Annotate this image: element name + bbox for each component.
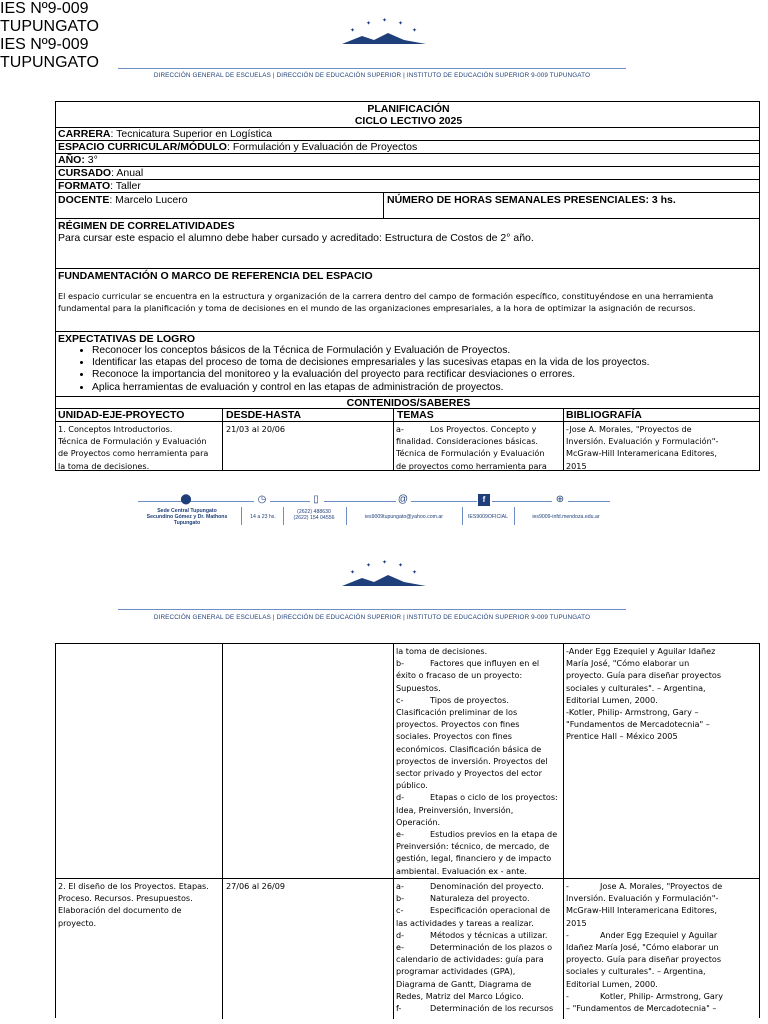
biblio-line: proyecto. Guía para diseñar proyectos <box>566 954 722 965</box>
biblio-line: Prentice Hall – México 2005 <box>566 731 678 742</box>
unidad-cell <box>58 423 220 472</box>
svg-text:✦: ✦ <box>382 18 388 24</box>
expectativa-item: • Identificar las etapas del proceso de toma de decisiones empresariales y las sucesivas etapas en la vida de los proyectos. <box>92 357 759 369</box>
expectativa-item: • Reconocer los conceptos básicos de la Técnica de Formulación y Evaluación de Proyectos. <box>92 345 759 357</box>
contact-footer <box>120 491 620 531</box>
biblio-line: -Jose A. Morales, "Proyectos de <box>566 424 692 434</box>
tema-text: Denominación del proyecto. <box>430 881 544 891</box>
tema-prefix: e- <box>396 829 404 840</box>
svg-text:✦: ✦ <box>412 28 418 34</box>
footer-separator <box>346 507 347 525</box>
header-divider <box>118 609 626 610</box>
tema-text: gestión, legal, financiero y de impacto <box>396 853 552 864</box>
espacio-label: ESPACIO CURRICULAR/MÓDULO <box>58 141 227 153</box>
phone-icon: ▯ <box>313 494 319 505</box>
tema-text: ambiental. Evaluación ex - ante. <box>396 865 527 876</box>
footer-web[interactable]: ies9009-infd.mendoza.edu.ar <box>532 514 600 520</box>
carrera-row <box>56 128 759 141</box>
biblio-line: 2015 <box>566 460 587 471</box>
footer-line <box>324 501 396 502</box>
biblio-line: -Kotler, Philip- Armstrong, Gary – <box>566 707 699 718</box>
formato-label: FORMATO <box>58 180 111 192</box>
svg-text:✦: ✦ <box>412 570 418 576</box>
tema-text: la toma de decisiones. <box>396 646 488 656</box>
formato-row <box>56 180 759 193</box>
biblio-line: Editorial Lumen, 2000. <box>566 978 658 989</box>
tema-text: programar actividades (GPA), <box>396 966 516 977</box>
tema-text: calendario de actividades: guía para <box>396 954 544 965</box>
regimen-label: RÉGIMEN DE CORRELATIVIDADES <box>58 220 235 232</box>
footer-sede <box>132 508 242 527</box>
footer-separator <box>514 507 515 525</box>
column-header-temas: TEMAS <box>397 409 434 421</box>
fundamentacion-text-1: El espacio curricular se encuentra en la estructura y organización de la carrera dentro del campo de formación específico, constituyéndose en una herramienta <box>58 291 714 301</box>
tema-text: Supuestos. <box>396 682 441 693</box>
footer-line <box>568 501 610 502</box>
tema-prefix: d- <box>396 929 405 940</box>
anio-row <box>56 154 759 167</box>
location-pin-icon: ⬤ <box>180 494 192 505</box>
fecha-cell <box>226 423 386 435</box>
biblio-prefix: - <box>566 929 569 940</box>
expectativas-label: EXPECTATIVAS DE LOGRO <box>58 333 196 345</box>
plan-title-row <box>56 102 759 128</box>
tema-text: Preinversión: técnico, de mercado, de <box>396 841 550 852</box>
temas-cell <box>396 645 562 877</box>
tema-text: finalidad. Consideraciones básicas. <box>396 436 538 447</box>
tema-text: de proyectos como herramienta para <box>396 460 547 471</box>
bibliografia-cell <box>566 423 758 472</box>
docente-value: : Marcelo Lucero <box>109 194 188 206</box>
footer-separator <box>283 507 284 525</box>
expectativa-item: • Reconoce la importancia del monitoreo y la evaluación del proyecto para rectificar desviaciones o errores. <box>92 369 759 381</box>
espacio-value: : Formulación y Evaluación de Proyectos <box>226 141 418 153</box>
tema-text: sector privado y Proyectos del ector <box>396 768 542 779</box>
header-banner: DIRECCIÓN GENERAL DE ESCUELAS | DIRECCIÓN DE EDUCACIÓN SUPERIOR | INSTITUTO DE EDUCACIÓN SUPERIOR 9-009 TUPUNGATO <box>153 614 591 621</box>
tema-text: las actividades y tareas a realizar. <box>396 917 534 928</box>
unidad-line: 1. Conceptos Introductorios. <box>58 424 173 434</box>
cursado-row <box>56 167 759 180</box>
col-divider-1 <box>222 409 223 471</box>
sede-line: Tupungato <box>173 520 201 527</box>
unidad-line: 2. El diseño de los Proyectos. Etapas. <box>58 881 209 891</box>
fundamentacion-row <box>56 269 759 332</box>
col-divider-3 <box>563 644 564 1019</box>
anio-label: AÑO: <box>58 154 85 166</box>
email-icon: @ <box>397 494 409 505</box>
tema-text: económicos. Clasificación básica de <box>396 743 542 754</box>
cursado-value: : Anual <box>111 167 144 179</box>
expectativas-row <box>56 332 759 396</box>
carrera-value: : Tecnicatura Superior en Logística <box>110 128 272 140</box>
mountain-logo-icon <box>342 32 426 44</box>
footer-line <box>270 501 310 502</box>
biblio-line: Editorial Lumen, 2000. <box>566 694 658 705</box>
fecha-cell <box>226 880 386 892</box>
biblio-line: proyecto. Guía para diseñar proyectos <box>566 670 722 681</box>
tema-text: Estudios previos en la etapa de <box>430 829 558 840</box>
footer-line <box>194 501 254 502</box>
tema-text: Clasificación preliminar de los <box>396 707 518 718</box>
tema-text: Técnica de Formulación y Evaluación <box>396 448 545 459</box>
biblio-line: McGraw-Hill Interamericana Editores, <box>566 448 717 459</box>
logo-ies-text: IES Nº9-009 <box>0 0 89 17</box>
fecha-value: 27/06 al 26/09 <box>226 881 286 891</box>
header-banner: DIRECCIÓN GENERAL DE ESCUELAS | DIRECCIÓN DE EDUCACIÓN SUPERIOR | INSTITUTO DE EDUCACIÓN SUPERIOR 9-009 TUPUNGATO <box>153 72 591 79</box>
contenidos-row <box>56 396 759 409</box>
column-header-fecha: DESDE-HASTA <box>226 409 302 421</box>
bibliografia-cell <box>566 645 758 743</box>
biblio-line: sociales y culturales". – Argentina, <box>566 966 706 977</box>
biblio-line: sociales y culturales". – Argentina, <box>566 682 706 693</box>
logo-title: TUPUNGATO <box>0 18 99 35</box>
footer-telefonos <box>285 509 343 521</box>
biblio-line: María José, "Cómo elaborar un <box>566 658 690 669</box>
unidad-line: Proceso. Recursos. Presupuestos. <box>58 893 193 904</box>
expectativa-item: • Aplica herramientas de evaluación y control en las etapas de administración de proyectos. <box>92 382 759 394</box>
biblio-prefix: - <box>566 881 569 891</box>
unidad-line: Elaboración del documento de <box>58 905 182 916</box>
contenidos-label: CONTENIDOS/SABERES <box>346 397 471 409</box>
svg-text:✦: ✦ <box>366 21 372 27</box>
biblio-line: Idañez María José, "Cómo elaborar un <box>566 942 719 953</box>
plan-title: PLANIFICACIÓN <box>367 103 450 115</box>
col-divider-3 <box>563 409 564 471</box>
tema-text: Determinación de los plazos o <box>430 942 553 953</box>
formato-value: : Taller <box>110 180 141 192</box>
cursado-label: CURSADO <box>58 167 112 179</box>
unidad-line: Técnica de Formulación y Evaluación <box>58 436 207 447</box>
footer-separator <box>241 507 242 525</box>
tema-prefix: d- <box>396 792 405 803</box>
footer-horario: 14 a 23 hs. <box>250 514 276 520</box>
biblio-line: Inversión. Evaluación y Formulación"- <box>566 893 719 904</box>
logo-title: TUPUNGATO <box>0 54 99 71</box>
biblio-line: McGraw-Hill Interamericana Editores, <box>566 905 717 916</box>
footer-facebook[interactable]: IES9009OFICIAL <box>467 514 509 520</box>
row-divider <box>56 878 759 879</box>
col-divider-2 <box>393 644 394 1019</box>
carrera-label: CARRERA <box>58 128 111 140</box>
svg-text:✦: ✦ <box>350 570 356 576</box>
column-header-unidad: UNIDAD-EJE-PROYECTO <box>58 409 185 421</box>
facebook-icon: f <box>478 494 490 506</box>
bibliografia-cell <box>566 880 758 1014</box>
biblio-line: Inversión. Evaluación y Formulación"- <box>566 436 719 447</box>
expectativas-list <box>58 345 759 394</box>
column-header-bibliografia: BIBLIOGRAFÍA <box>566 409 642 421</box>
anio-value: 3° <box>84 154 98 166</box>
biblio-line: Kotler, Philip- Armstrong, Gary <box>600 990 723 1001</box>
tema-text: Redes, Matriz del Marco Lógico. <box>396 990 524 1001</box>
tema-text: Etapas o ciclo de los proyectos: <box>430 792 558 803</box>
logo-ies-text: IES Nº9-009 <box>0 36 89 53</box>
columns-header-row <box>56 409 759 422</box>
tema-text: proyectos de inversión. Proyectos del <box>396 755 548 766</box>
tema-prefix: c- <box>396 905 404 916</box>
biblio-prefix: - <box>566 990 569 1001</box>
fundamentacion-text-2: fundamental para la planificación y toma de decisiones en el mundo de las organizaciones empresariales, a la hora de optimizar la asignación de recursos. <box>58 303 696 313</box>
plan-subtitle: CICLO LECTIVO 2025 <box>354 115 463 127</box>
header-logo <box>0 0 768 36</box>
biblio-line: 2015 <box>566 917 587 928</box>
biblio-line: – "Fundamentos de Mercadotecnia" – <box>566 1003 717 1014</box>
tema-text: proyectos. Proyectos con fines <box>396 719 520 730</box>
unidad-cell <box>58 880 220 929</box>
biblio-line: -Ander Egg Ezequiel y Aguilar Idañez <box>566 646 716 656</box>
col-divider-2 <box>393 409 394 471</box>
footer-line <box>492 501 552 502</box>
col-divider-1 <box>222 644 223 1019</box>
svg-text:✦: ✦ <box>398 563 404 569</box>
sede-line: Sede Central Tupungato <box>157 508 217 514</box>
regimen-text: Para cursar este espacio el alumno debe haber cursado y acreditado: Estructura de Costos de 2° año. <box>58 232 534 244</box>
contenidos-table-continued <box>55 643 760 1018</box>
tema-text: Especificación operacional de <box>430 905 551 916</box>
tema-text: éxito o fracaso de un proyecto: <box>396 670 523 681</box>
tema-text: público. <box>396 780 428 791</box>
tema-text: Determinación de los recursos <box>430 1003 554 1014</box>
tema-prefix: e- <box>396 942 404 953</box>
biblio-line: Jose A. Morales, "Proyectos de <box>600 881 723 891</box>
sede-line: Secundino Gómez y Dr. Mathons <box>146 514 228 521</box>
horas-label: NÚMERO DE HORAS SEMANALES PRESENCIALES: 3 hs. <box>387 194 676 206</box>
tema-text: Métodos y técnicas a utilizar. <box>430 929 548 940</box>
tema-prefix: b- <box>396 893 405 904</box>
tema-prefix: a- <box>396 881 404 891</box>
phone-number: (2622) 154 04556 <box>293 515 335 522</box>
docente-divider <box>383 193 384 219</box>
planificacion-table <box>55 101 760 471</box>
tema-text: Idea, Preinversión, Inversión, <box>396 804 514 815</box>
clock-icon: ◷ <box>257 494 267 505</box>
tema-text: Operación. <box>396 816 441 827</box>
docente-label: DOCENTE <box>58 194 110 206</box>
tema-prefix: b- <box>396 658 405 669</box>
espacio-row <box>56 141 759 154</box>
docente-row <box>56 193 759 219</box>
phone-number: (2622) 488630 <box>297 509 331 515</box>
tema-text: Factores que influyen en el <box>430 658 540 669</box>
fundamentacion-label: FUNDAMENTACIÓN O MARCO DE REFERENCIA DEL ESPACIO <box>58 270 373 282</box>
tema-text: Naturaleza del proyecto. <box>430 893 530 904</box>
unidad-line: proyecto. <box>58 917 97 928</box>
unidad-line: la toma de decisiones. <box>58 460 150 471</box>
svg-text:✦: ✦ <box>366 563 372 569</box>
svg-text:✦: ✦ <box>382 560 388 566</box>
temas-cell <box>396 423 562 472</box>
biblio-line: Ander Egg Ezequiel y Aguilar <box>600 929 718 940</box>
tema-prefix: f- <box>396 1003 402 1014</box>
globe-icon: ⊕ <box>555 494 565 505</box>
unidad-line: de Proyectos como herramienta para <box>58 448 209 459</box>
tema-text: Tipos de proyectos. <box>430 694 509 705</box>
regimen-row <box>56 219 759 269</box>
tema-text: Diagrama de Gantt, Diagrama de <box>396 978 532 989</box>
svg-text:✦: ✦ <box>350 28 356 34</box>
temas-cell <box>396 880 562 1014</box>
tema-prefix: a- <box>396 424 404 434</box>
header-divider <box>118 68 626 69</box>
tema-text: Los Proyectos. Concepto y <box>430 424 537 434</box>
biblio-line: "Fundamentos de Mercadotecnia" – <box>566 719 710 730</box>
svg-text:✦: ✦ <box>398 21 404 27</box>
mountain-logo-icon <box>342 574 426 586</box>
tema-prefix: c- <box>396 694 404 705</box>
fecha-value: 21/03 al 20/06 <box>226 424 286 434</box>
footer-email[interactable]: ies9009tupungato@yahoo.com.ar <box>365 514 443 520</box>
footer-line <box>411 501 477 502</box>
tema-text: sociales. Proyectos con fines <box>396 731 512 742</box>
